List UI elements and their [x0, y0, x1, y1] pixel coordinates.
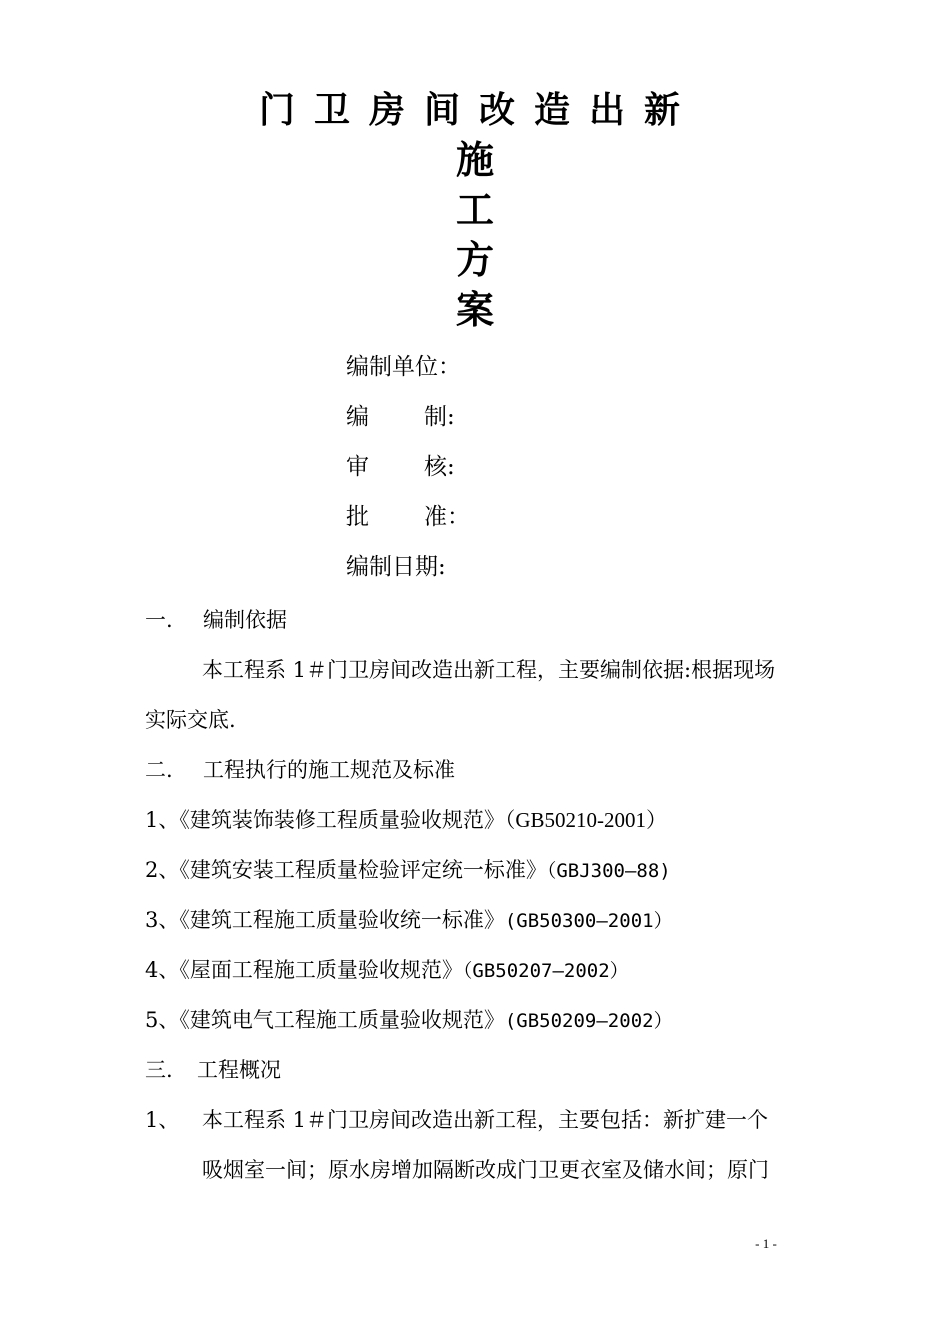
section-1-paragraph-line-1: 本工程系 1＃门卫房间改造出新工程，主要编制依据:根据现场 — [202, 658, 776, 682]
title-char-2: 工 — [455, 187, 494, 232]
title-char-3: 方 — [455, 237, 494, 282]
section-2-number: 二. — [145, 758, 173, 782]
field-approver-label-a: 批 — [346, 504, 369, 530]
page-number: - 1 - — [755, 1236, 777, 1251]
standard-item-4-name: 4、《屋面工程施工质量验收规范》 — [145, 958, 463, 982]
standard-item-1-code: （GB50210-2001） — [504, 808, 668, 832]
standard-item-2-code: （GBJ300—88) — [546, 860, 671, 882]
standard-item-2-name: 2、《建筑安装工程质量检验评定统一标准》 — [145, 858, 547, 882]
standard-item-5 — [145, 1006, 673, 1035]
standard-item-4-code: （GB50207—2002） — [462, 960, 629, 982]
field-compiler-label-a: 编 — [346, 404, 369, 430]
standard-item-1 — [145, 806, 667, 834]
standard-item-4 — [145, 956, 629, 985]
section-1-paragraph-line-2: 实际交底. — [145, 708, 236, 732]
section-2-title: 工程执行的施工规范及标准 — [203, 758, 455, 782]
section-2-heading — [145, 756, 455, 784]
section-3-number: 三. — [145, 1058, 173, 1082]
field-compiling-unit: 编制单位： — [346, 354, 461, 380]
document-title: 门卫房间改造出新 — [258, 89, 699, 131]
overview-item-1-number: 1、 — [145, 1108, 180, 1132]
overview-item-1-line-1: 本工程系 1＃门卫房间改造出新工程，主要包括：新扩建一个 — [202, 1108, 769, 1132]
section-3-title: 工程概况 — [197, 1058, 281, 1082]
standard-item-3 — [145, 906, 673, 935]
field-compiler — [346, 402, 455, 432]
field-approver — [346, 502, 470, 532]
standard-item-5-code: (GB50209—2002） — [504, 1010, 673, 1032]
section-1-title: 编制依据 — [203, 608, 287, 632]
standard-item-1-name: 1、《建筑装饰装修工程质量验收规范》 — [145, 808, 505, 832]
field-compiling-date: 编制日期: — [346, 554, 446, 580]
standard-item-5-name: 5、《建筑电气工程施工质量验收规范》 — [145, 1008, 505, 1032]
standard-item-3-name: 3、《建筑工程施工质量验收统一标准》 — [145, 908, 505, 932]
overview-item-1-line-2: 吸烟室一间；原水房增加隔断改成门卫更衣室及储水间；原门 — [202, 1158, 769, 1182]
field-reviewer — [346, 452, 455, 482]
section-1-heading — [145, 606, 287, 634]
field-reviewer-label-b: 核: — [424, 454, 455, 480]
field-approver-label-b: 准： — [424, 504, 470, 530]
field-reviewer-label-a: 审 — [346, 454, 369, 480]
field-compiler-label-b: 制: — [424, 404, 455, 430]
standard-item-2 — [145, 856, 671, 885]
section-1-number: 一. — [145, 608, 173, 632]
section-3-heading — [145, 1056, 281, 1084]
title-char-1: 施 — [455, 137, 494, 182]
title-char-4: 案 — [455, 287, 494, 332]
standard-item-3-code: (GB50300—2001） — [504, 910, 673, 932]
